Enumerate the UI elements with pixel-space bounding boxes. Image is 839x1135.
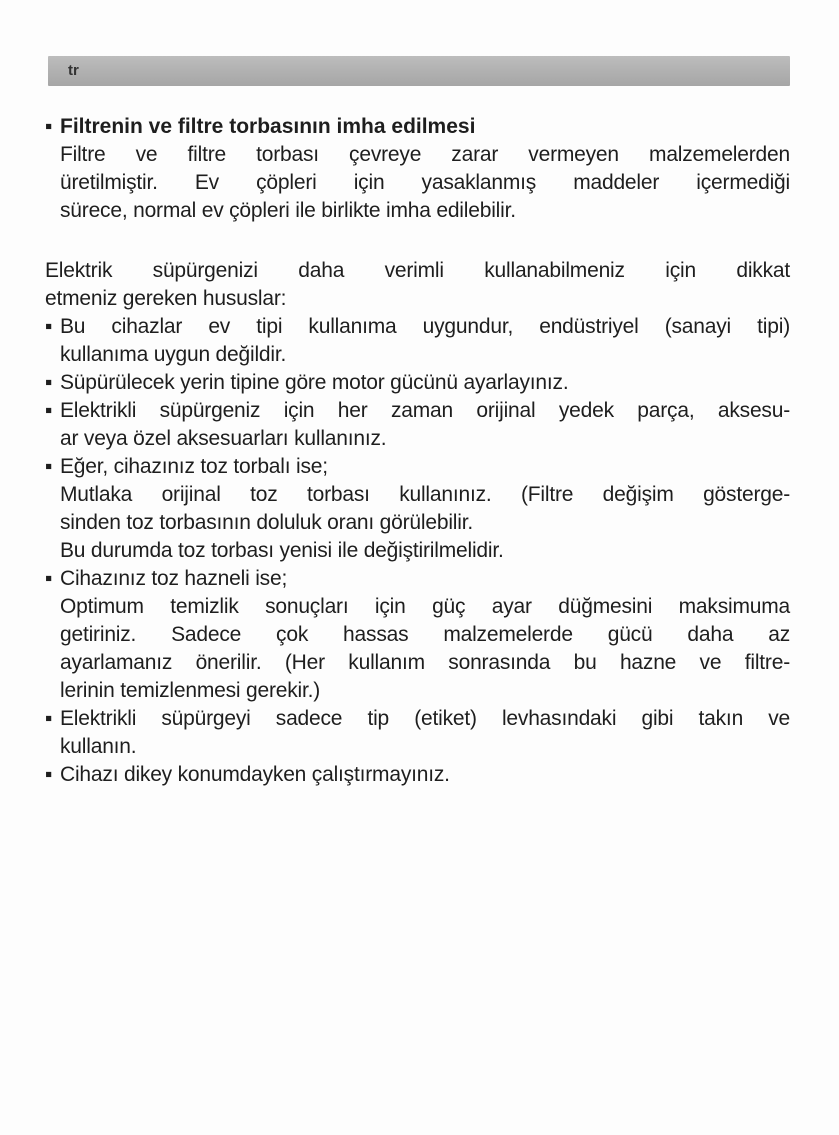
text-line bbox=[45, 621, 790, 649]
text-line bbox=[45, 425, 790, 453]
text-line bbox=[45, 649, 790, 677]
line-text: Elektrikli süpürgeniz için her zaman orijinal yedek parça, aksesu- bbox=[60, 399, 790, 422]
line-text: etmeniz gereken hususlar: bbox=[45, 287, 287, 310]
line-text: Elektrikli süpürgeyi sadece tip (etiket) levhasındaki gibi takın ve bbox=[60, 707, 790, 730]
line-text: getiriniz. Sadece çok hassas malzemelerde gücü daha az bbox=[60, 623, 790, 646]
line-text: ar veya özel aksesuarları kullanınız. bbox=[60, 427, 387, 450]
text-line bbox=[45, 565, 790, 593]
text-line bbox=[45, 369, 790, 397]
line-text: Elektrik süpürgenizi daha verimli kullanabilmeniz için dikkat bbox=[45, 259, 790, 282]
bullet-icon: ▪ bbox=[45, 399, 53, 422]
text-line bbox=[45, 169, 790, 197]
line-text: sinden toz torbasının doluluk oranı görülebilir. bbox=[60, 511, 473, 534]
line-text: Süpürülecek yerin tipine göre motor gücünü ayarlayınız. bbox=[60, 371, 569, 394]
bullet-icon: ▪ bbox=[45, 455, 53, 478]
text-line bbox=[45, 733, 790, 761]
text-line bbox=[45, 197, 790, 225]
line-text: kullanıma uygun değildir. bbox=[60, 343, 287, 366]
text-line bbox=[45, 677, 790, 705]
line-text: Cihazınız toz hazneli ise; bbox=[60, 567, 288, 590]
line-text: Filtre ve filtre torbası çevreye zarar vermeyen malzemelerden bbox=[60, 143, 790, 166]
line-text: kullanın. bbox=[60, 735, 137, 758]
text-line bbox=[45, 397, 790, 425]
text-line bbox=[45, 509, 790, 537]
language-label: tr bbox=[68, 62, 79, 79]
bullet-icon: ▪ bbox=[45, 567, 53, 590]
text-line bbox=[45, 481, 790, 509]
text-line bbox=[45, 257, 790, 285]
bullet-icon: ▪ bbox=[45, 371, 53, 394]
text-line bbox=[45, 453, 790, 481]
text-line bbox=[45, 705, 790, 733]
line-text: Mutlaka orijinal toz torbası kullanınız. (Filtre değişim gösterge- bbox=[60, 483, 790, 506]
text-line bbox=[45, 537, 790, 565]
line-text: Bu durumda toz torbası yenisi ile değiştirilmelidir. bbox=[60, 539, 504, 562]
line-text: Optimum temizlik sonuçları için güç ayar düğmesini maksimuma bbox=[60, 595, 790, 618]
text-line bbox=[45, 141, 790, 169]
language-bar bbox=[48, 56, 790, 86]
line-text: Bu cihazlar ev tipi kullanıma uygundur, endüstriyel (sanayi tipi) bbox=[60, 315, 790, 338]
text-line bbox=[45, 593, 790, 621]
bullet-icon: ▪ bbox=[45, 115, 53, 138]
line-text: Cihazı dikey konumdayken çalıştırmayınız. bbox=[60, 763, 450, 786]
line-text: Filtrenin ve filtre torbasının imha edilmesi bbox=[60, 115, 476, 138]
section-heading bbox=[45, 113, 790, 141]
page-content bbox=[45, 113, 790, 789]
line-text: sürece, normal ev çöpleri ile birlikte imha edilebilir. bbox=[60, 199, 516, 222]
line-text: lerinin temizlenmesi gerekir.) bbox=[60, 679, 321, 702]
text-line bbox=[45, 313, 790, 341]
line-text: üretilmiştir. Ev çöpleri için yasaklanmış maddeler içermediği bbox=[60, 171, 790, 194]
text-line bbox=[45, 341, 790, 369]
bullet-icon: ▪ bbox=[45, 315, 53, 338]
bullet-icon: ▪ bbox=[45, 707, 53, 730]
line-text: ayarlamanız önerilir. (Her kullanım sonrasında bu hazne ve filtre- bbox=[60, 651, 790, 674]
line-text: Eğer, cihazınız toz torbalı ise; bbox=[60, 455, 328, 478]
text-line bbox=[45, 761, 790, 789]
text-line bbox=[45, 285, 790, 313]
bullet-icon: ▪ bbox=[45, 763, 53, 786]
